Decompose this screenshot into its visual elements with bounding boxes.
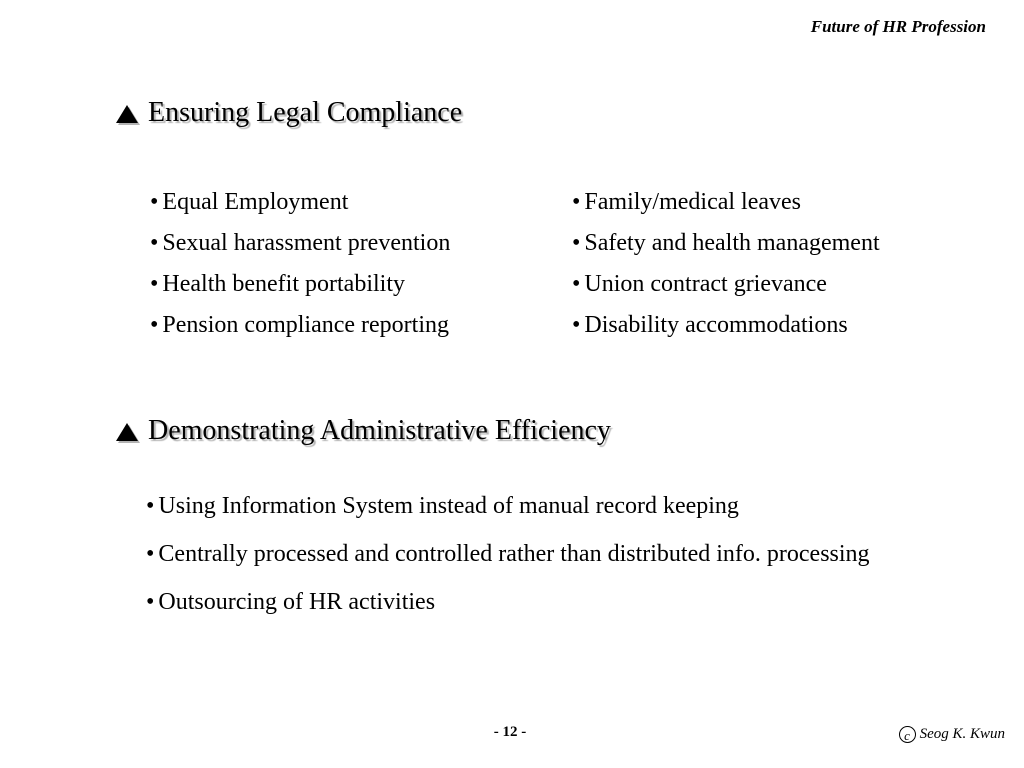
list-item <box>150 311 450 352</box>
bullet-icon: • <box>150 312 159 338</box>
list-item-text: Union contract grievance <box>584 271 827 297</box>
list-item-text: Outsourcing of HR activities <box>158 589 436 615</box>
section-heading-text: Demonstrating Administrative Efficiency <box>148 415 611 446</box>
bullet-icon: • <box>150 271 159 297</box>
list-item-text: Sexual harassment prevention <box>162 230 451 256</box>
bullet-icon: • <box>146 589 155 615</box>
bullet-icon: • <box>150 189 159 215</box>
copyright-notice <box>899 726 1005 743</box>
list-item <box>572 311 880 352</box>
legal-compliance-right-list <box>572 188 880 352</box>
triangle-up-icon <box>116 423 138 441</box>
page-number: - 12 - <box>493 724 527 740</box>
list-item <box>150 270 450 311</box>
list-item <box>146 588 870 636</box>
bullet-icon: • <box>146 541 155 567</box>
section-heading-text: Ensuring Legal Compliance <box>148 97 463 128</box>
bullet-icon: • <box>572 271 581 297</box>
administrative-efficiency-list <box>146 492 870 636</box>
list-item-text: Health benefit portability <box>162 271 405 297</box>
copyright-icon: c <box>899 726 916 743</box>
author-name: Seog K. Kwun <box>919 726 1005 742</box>
list-item <box>572 188 880 229</box>
triangle-up-icon <box>116 105 138 123</box>
list-item <box>150 188 450 229</box>
bullet-icon: • <box>150 230 159 256</box>
list-item-text: Using Information System instead of manual record keeping <box>158 493 739 519</box>
list-item-text: Family/medical leaves <box>584 189 802 215</box>
list-item <box>146 540 870 588</box>
bullet-icon: • <box>572 189 581 215</box>
list-item <box>150 229 450 270</box>
list-item-text: Safety and health management <box>584 230 880 256</box>
list-item <box>572 229 880 270</box>
list-item <box>146 492 870 540</box>
list-item-text: Pension compliance reporting <box>162 312 449 338</box>
slide-header-title: Future of HR Profession <box>810 17 986 36</box>
bullet-icon: • <box>572 312 581 338</box>
list-item <box>572 270 880 311</box>
section-heading-legal-compliance <box>116 97 462 129</box>
section-heading-administrative-efficiency <box>116 415 611 447</box>
list-item-text: Disability accommodations <box>584 312 848 338</box>
legal-compliance-left-list <box>150 188 450 352</box>
list-item-text: Equal Employment <box>162 189 349 215</box>
list-item-text: Centrally processed and controlled rather than distributed info. processing <box>158 541 870 567</box>
bullet-icon: • <box>146 493 155 519</box>
bullet-icon: • <box>572 230 581 256</box>
